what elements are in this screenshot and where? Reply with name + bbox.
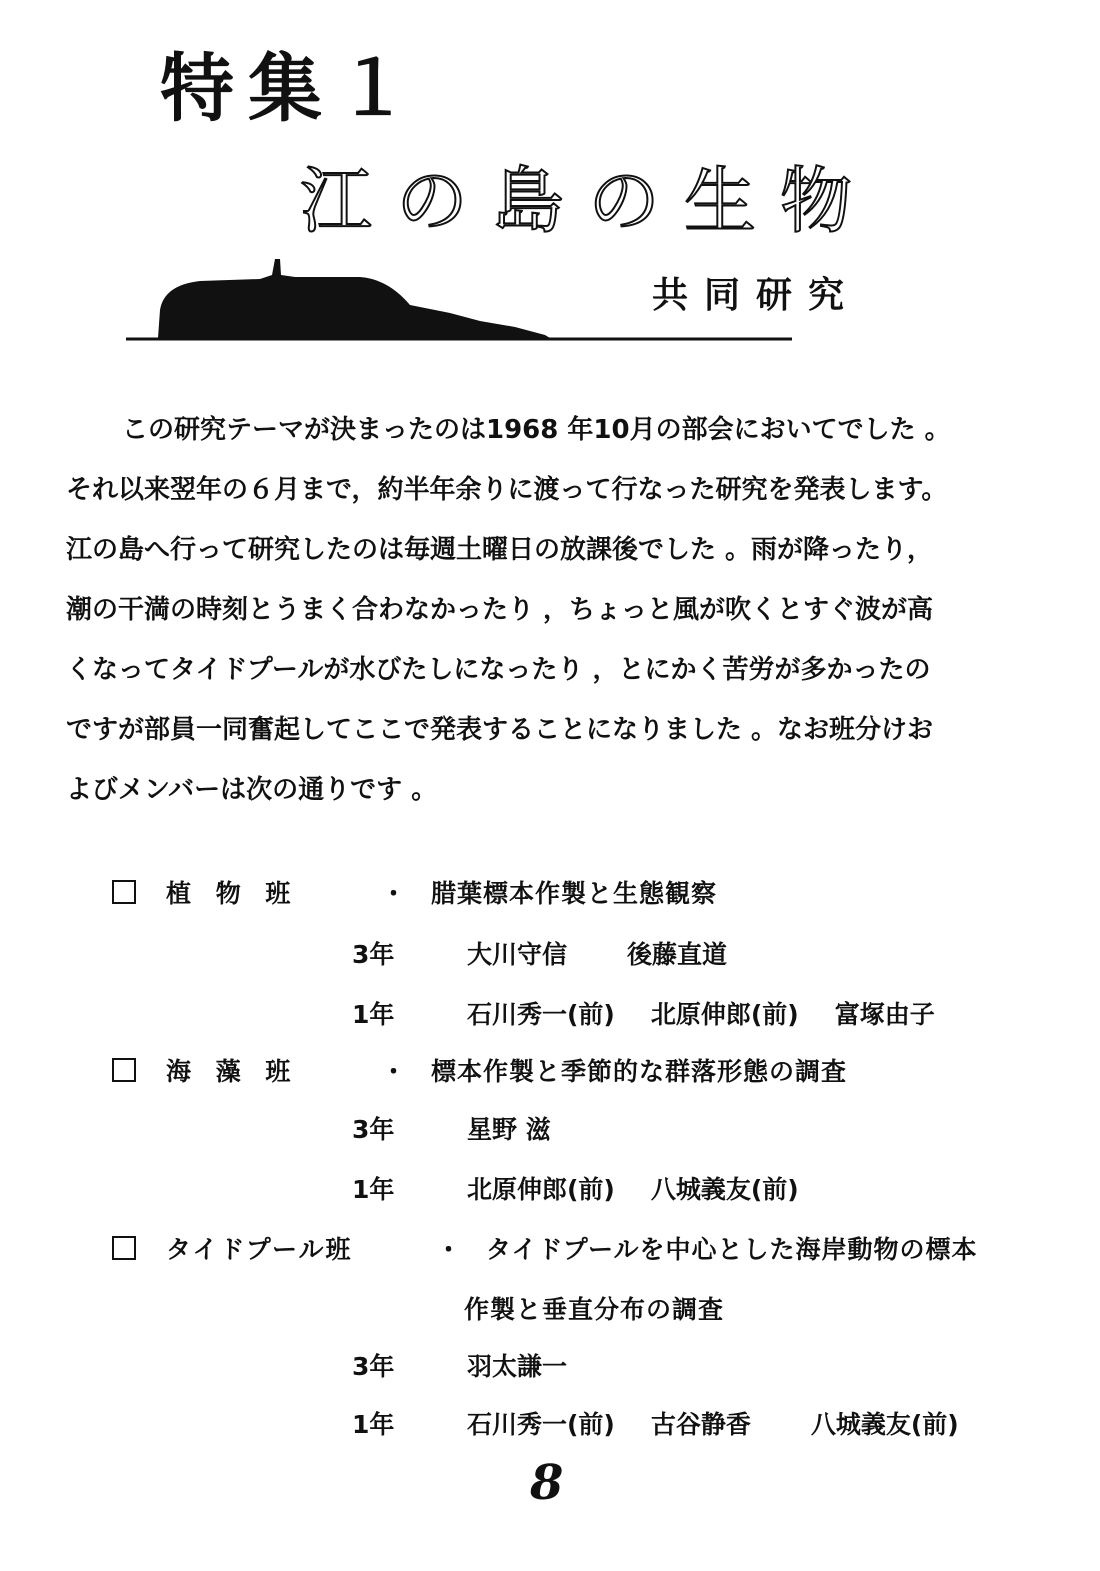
member-name: 後藤直道 (627, 940, 728, 969)
member-row (352, 1110, 611, 1146)
team-topic: 腊葉標本作製と生態観察 (431, 879, 718, 908)
team-section-tidepool (112, 1228, 1072, 1268)
team-heading (112, 1228, 1072, 1268)
intro-line: この研究テーマが決まったのは1968 年10月の部会においてでした 。 (122, 415, 951, 445)
intro-line: それ以来翌年の６月まで，約半年余りに渡って行なった研究を発表します。 (66, 475, 948, 505)
intro-line: ですが部員一同奮起してここで発表することになりました 。なお班分けお (66, 715, 934, 745)
member-name: 大川守信 (467, 940, 568, 969)
grade-label: 1年 (352, 1410, 395, 1439)
member-row (352, 1347, 627, 1383)
member-name: 八城義友(前) (650, 1175, 799, 1204)
member-name: 北原伸郎(前) (650, 1000, 799, 1029)
grade-label: 3年 (352, 940, 395, 969)
intro-line: くなってタイドプールが水びたしになったり ，とにかく苦労が多かったの (66, 655, 931, 685)
subtitle: 共同研究 (652, 275, 861, 316)
team-topic: 標本作製と季節的な群落形態の調査 (431, 1057, 848, 1086)
grade-label: 3年 (352, 1115, 395, 1144)
page-title: 江の島の生物 (300, 159, 877, 243)
member-name: 古谷静香 (650, 1410, 751, 1439)
team-section-plants (112, 872, 1072, 912)
team-name: 植 物 班 (166, 879, 299, 908)
intro-paragraph (66, 400, 1041, 820)
separator: ・ (381, 879, 407, 908)
checkbox-icon (112, 1058, 136, 1082)
page-number: 8 (530, 1455, 564, 1511)
team-heading (112, 872, 1072, 912)
intro-line: 潮の干満の時刻とうまく合わなかったり ，ちょっと風が吹くとすぐ波が高 (66, 595, 934, 625)
team-heading (112, 1050, 1072, 1090)
team-topic-continued: 作製と垂直分布の調査 (464, 1295, 725, 1324)
grade-label: 1年 (352, 1175, 395, 1204)
checkbox-icon (112, 880, 136, 904)
member-row (352, 995, 971, 1031)
separator: ・ (436, 1235, 462, 1264)
team-name: タイドプール班 (166, 1235, 353, 1264)
intro-line: よびメンバーは次の通りです 。 (66, 775, 438, 805)
member-row (352, 1405, 1019, 1441)
member-row (352, 1170, 835, 1206)
team-section-seaweed (112, 1050, 1072, 1090)
separator: ・ (381, 1057, 407, 1086)
member-name: 富塚由子 (834, 1000, 935, 1029)
checkbox-icon (112, 1236, 136, 1260)
member-name: 石川秀一(前) (467, 1410, 615, 1439)
member-name: 北原伸郎(前) (467, 1175, 615, 1204)
team-topic: タイドプールを中心とした海岸動物の標本 (486, 1235, 978, 1264)
grade-label: 3年 (352, 1352, 395, 1381)
member-name: 星野 滋 (467, 1115, 551, 1144)
feature-label: 特集１ (160, 46, 424, 132)
member-name: 羽太謙一 (467, 1352, 568, 1381)
team-name: 海 藻 班 (166, 1057, 299, 1086)
member-name: 石川秀一(前) (467, 1000, 615, 1029)
intro-line: 江の島へ行って研究したのは毎週土曜日の放課後でした 。雨が降ったり， (66, 535, 934, 565)
grade-label: 1年 (352, 1000, 395, 1029)
member-row (352, 935, 787, 971)
member-name: 八城義友(前) (810, 1410, 959, 1439)
